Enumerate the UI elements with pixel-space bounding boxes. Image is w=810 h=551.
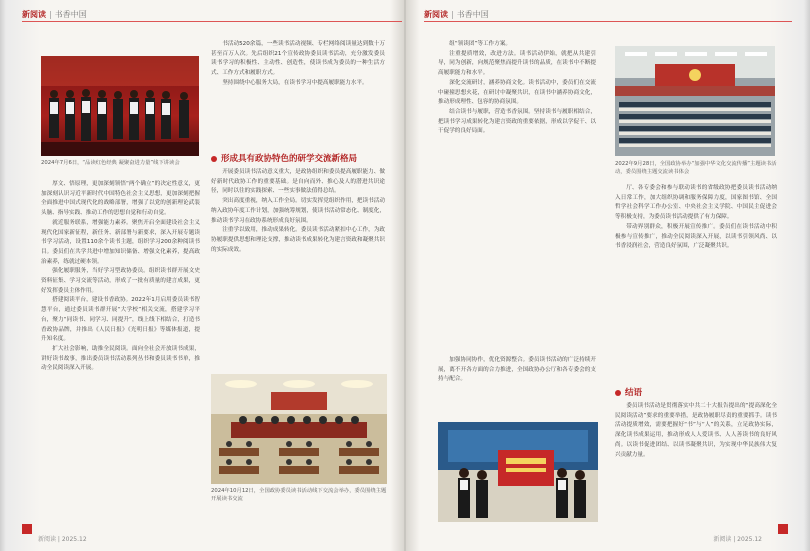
bullet-icon xyxy=(211,156,217,162)
paragraph: 深化交流研讨，涵养协商文化。读书活动中，委员们在交流中碰撞思想火花，在研讨中凝聚共识，在读书中涵养协商文化，推动形成理性、包容的协商氛围。 xyxy=(438,79,596,106)
left-page xyxy=(8,0,400,551)
page-corner-mark xyxy=(778,524,788,534)
meeting-photo xyxy=(211,374,387,484)
photo-caption: 2022年9月28日，全国政协举办“加强中华文化交流传播”主题读书活动，委员围绕主题交流读书体会 xyxy=(615,161,777,175)
paragraph: 带动界别群众，积极开展宣传推广。委员们在读书活动中积极参与宣传推广，推动全民阅读深入开展，以读书引领风尚、以书香浸润社会，营造良好氛围，广泛凝聚共识。 xyxy=(615,223,777,250)
paragraph: 搭建阅读平台，建设书香政协。2022年1月启用委员读书智慧平台，通过委员读书群开展“大学校”相关交流，搭建学习平台，聚力“同读书、同学习、同提升”，线上线下相结合，打造书香政协品牌，并推出《人民日报》《光明日报》等媒体报道，提升知名度。 xyxy=(41,297,200,343)
photo-caption: 2024年7月6日，“品读红色经典 凝聚奋进力量”线下讲读会 xyxy=(41,160,180,166)
paragraph: 书活动520余篇，一些读书活动视频、专栏网络阅读量达到数十万甚至百万人次。先后组织21个宣传政协委员读书活动，充分激发委员读书学习的积极性、主动性、创造性，使读书成为委员的一种生活方式、工作方式和履职方式。 xyxy=(211,41,385,77)
header-logo: 新阅读 xyxy=(22,10,46,19)
header-logo: 新阅读 xyxy=(424,10,448,19)
section-heading xyxy=(211,152,357,164)
reading-event-photo xyxy=(41,56,199,156)
paragraph: 坚持围绕中心服务大局，在读书学习中提高履职能力水平。 xyxy=(222,79,368,86)
bullet-icon xyxy=(615,390,621,396)
paragraph: 厅、各专委会和参与联动读书的省级政协把委员读书活动纳入日常工作，加大组织协调和服务保障力度，国家图书馆、全国哲学社会科学工作办公室、中央社会主义学院、中国民主促进会等积极支持，为委员读书活动提供了有力保障。 xyxy=(615,185,777,221)
paragraph: 注重学以致用，推动成果转化。委员读书活动紧扣中心工作，为政协履职提供思想和理论支撑，推动读书成果转化为建言资政和凝聚共识的实际成效。 xyxy=(211,227,385,253)
article-column-left-2-top xyxy=(211,40,385,148)
right-page xyxy=(410,0,802,551)
paragraph: 厚文、悟原理，更加深刻领悟“两个确立”的决定性意义，更加深刻认识习近平新时代中国特色社会主义思想，更加深刻把握全面推进中国式现代化的战略部署，增强了以党的创新理论武装头脑、指导实践、推动工作的思想自觉和行动自觉。 xyxy=(41,181,200,217)
article-column-right-2 xyxy=(615,184,777,380)
header-section: 书香中国 xyxy=(456,10,489,19)
header-rule xyxy=(424,21,792,22)
paragraph: 突出高度重视，纳入工作全局。切实发挥党组织作用，把读书活动纳入政协年度工作计划，加强统筹规划，使读书活动常态化、制度化，推动读书学习在政协系统形成良好氛围。 xyxy=(211,198,385,224)
paragraph: 强化履职服务，当好学习型政协委员。组织读书群开展文史资料征集、学习交流等活动，形成了一批有质量的建言成果，更好发挥委员主体作用。 xyxy=(41,268,200,294)
paragraph: 组“领读团”等工作方案。 xyxy=(449,41,511,47)
page-corner-mark xyxy=(22,524,32,534)
paragraph: 注重提质增效，改进方法。读书活动伊始，就把从共建引导，同为创新，向规范聚焦而提升读书的品质，在读书中不断提高履职能力和水平。 xyxy=(438,50,596,77)
page-footer: 新阅读 | 2025.12 xyxy=(713,536,762,543)
conclusion-heading-text: 结语 xyxy=(625,388,643,398)
header-rule xyxy=(22,21,402,22)
paragraph: 扩大社会影响，助推全民阅读。面向全社会开放读书成果，讲好读书故事，推出委员读书活动系列丛书和委员读书书单，推动全民阅读深入开展。 xyxy=(41,345,200,372)
article-column-right-1-top xyxy=(438,40,596,352)
paragraph: 结合读书与履职，营造书香氛围。坚持读书与履职相结合，把读书学习成果转化为建言资政的重要依据，形成以学促干、以干促学的良好局面。 xyxy=(438,108,596,135)
page-header: 新阅读 | 书香中国 xyxy=(424,10,489,19)
conference-hall-photo xyxy=(615,46,775,156)
article-column-left-2-bottom xyxy=(211,168,385,368)
conclusion-text xyxy=(615,402,777,520)
page-header: 新阅读 | 书香中国 xyxy=(22,10,87,19)
header-section: 书香中国 xyxy=(54,10,87,19)
article-column-right-1-bottom xyxy=(438,356,596,416)
article-column-left-1 xyxy=(41,180,200,525)
paragraph: 加强协同协作，优化资源整合。委员读书活动的广泛持续开展，离不开各方面的合力推进，全国政协办公厅和各专委会的支持与配合。 xyxy=(438,357,596,383)
paragraph: 委员读书活动是贯彻落实中共二十大报告提出的“提高深化全民阅读活动”要求的重要举措，是政协履职尽责的重要抓手。读书活动提质增效，需要把握好“书”与“人”的关系，立足政协实际，深化读书成果运用，推动形成人人爱读书、人人善读书的良好风尚。以读书促进团结、以读书凝聚共识，为实现中华民族伟大复兴贡献力量。 xyxy=(615,403,777,458)
launch-ceremony-photo xyxy=(438,422,598,522)
paragraph: 开展委员读书活动意义重大，是政协组织和委员提高履职能力、做好新时代政协工作的重要基础。是自向而外、推心及人的潜进共识途径，同时以往的实践探索、一些实事做法值得总结。 xyxy=(211,169,385,195)
photo-caption: 2024年10月12日，全国政协委员读书活动线下交流会举办，委员围绕主题开展读书交流 xyxy=(211,488,387,502)
page-footer: 新阅读 | 2025.12 xyxy=(38,536,87,543)
conclusion-heading xyxy=(615,386,642,398)
paragraph: 就近服务联系，增强能力素养。聚焦开启全面建设社会主义现代化国家新征程，新任务、新部署与新要求，深入开展专题读书学习活动，设置110余个读书主题，组织学习200余种阅读书目。委员们在共学共进中增加知识储备、增强文化素养，提高政治素养，练就过硬本领。 xyxy=(41,219,200,265)
section-heading-text: 形成具有政协特色的研学交流新格局 xyxy=(221,154,358,164)
